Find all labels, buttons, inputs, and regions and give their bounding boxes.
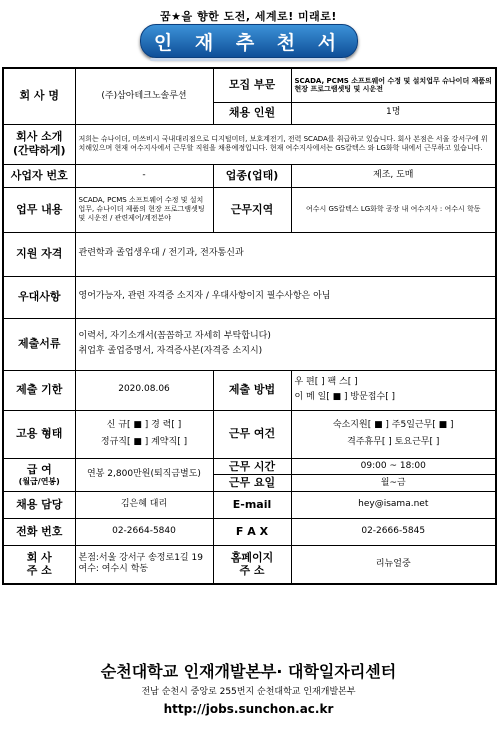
slogan: 꿈★을 향한 도전, 세계로! 미래로! xyxy=(160,10,337,23)
recommendation-form xyxy=(2,67,497,585)
label-person: 채용 담당 xyxy=(3,492,75,519)
pay: 연봉 2,800만원(퇴직금별도) xyxy=(75,458,213,492)
documents xyxy=(75,318,496,370)
label-deadline: 제출 기한 xyxy=(3,370,75,410)
label-phone: 전화 번호 xyxy=(3,519,75,546)
submit-method xyxy=(291,370,496,410)
duty: SCADA, PCMS 소프트웨어 수정 및 설치업무, 슈나이더 제품의 현장 프로그램셋팅 및 시운전 / 관련제어/계전분야 xyxy=(75,187,213,232)
method-line-2: 이 메 일[ ■ ] 방문접수[ ] xyxy=(294,392,396,402)
homepage: 리뉴얼중 xyxy=(291,546,496,584)
label-homepage xyxy=(213,546,291,584)
contact-fax: 02-2666-5845 xyxy=(291,519,496,546)
label-qualification: 지원 자격 xyxy=(3,232,75,276)
label-intro: 회사 소개 (간략하게) xyxy=(3,124,75,164)
label-documents: 제출서류 xyxy=(3,318,75,370)
conditions-line-2: 격주휴무[ ] 토요근무[ ] xyxy=(347,437,440,447)
conditions-line-1: 숙소지원[ ■ ] 주5일근무[ ■ ] xyxy=(332,419,454,430)
label-company-name: 회 사 명 xyxy=(3,68,75,124)
contact-email[interactable]: hey@isama.net xyxy=(291,492,496,519)
company-intro: 저희는 슈나이더, 미쓰비시 국내대리점으로 디지털미터, 보호계전기, 전력 SCADA를 취급하고 있습니다. 회사 본점은 서울 강서구에 위치해있으며 현재 여수지사에서 근무할 직원을 채용예정입니다. 현재 여수지사에서는 GS칼텍스 와 LG화학 내에서 근무하고 있습니다. xyxy=(75,124,496,164)
banner-shadow xyxy=(150,58,346,61)
page-title: 인 재 추 천 서 xyxy=(153,32,345,54)
employment-type xyxy=(75,410,213,458)
label-employment: 고용 형태 xyxy=(3,410,75,458)
label-homepage-bottom: 주 소 xyxy=(239,564,265,578)
preference: 영어가능자, 관련 자격증 소지자 / 우대사항이지 필수사항은 아님 xyxy=(75,276,496,318)
company-address xyxy=(75,546,213,584)
label-place: 근무지역 xyxy=(213,187,291,232)
biz-type: 제조, 도매 xyxy=(291,164,496,187)
work-days: 월~금 xyxy=(291,475,496,492)
address-line-2: 여수: 여수시 학동 xyxy=(78,564,149,575)
work-conditions xyxy=(291,410,496,458)
method-line-1: 우 편[ ] 팩 스[ ] xyxy=(294,376,358,387)
title-banner xyxy=(140,24,358,58)
label-address-bottom: 주 소 xyxy=(26,564,52,578)
label-duty: 업무 내용 xyxy=(3,187,75,232)
footer-address: 전남 순천시 중앙로 255번지 순천대학교 인재개발본부 xyxy=(141,687,356,697)
contact-person: 김은혜 대리 xyxy=(75,492,213,519)
footer-url[interactable]: http://jobs.sunchon.ac.kr xyxy=(163,702,334,716)
label-address xyxy=(3,546,75,584)
documents-line-1: 이력서, 자기소개서(꼼꼼하고 자세히 부탁합니다) xyxy=(78,331,271,342)
label-field: 모집 부문 xyxy=(213,68,291,102)
label-pay-top: 급 여 xyxy=(26,462,52,476)
documents-line-2: 취업후 졸업증명서, 자격증사본(자격증 소지시) xyxy=(78,345,263,356)
biz-no: - xyxy=(75,164,213,187)
label-email: E-mail xyxy=(213,492,291,519)
label-days: 근무 요일 xyxy=(213,475,291,492)
label-biz-type: 업종(업태) xyxy=(213,164,291,187)
qualification: 관련학과 졸업생우대 / 전기과, 전자통신과 xyxy=(75,232,496,276)
deadline: 2020.08.06 xyxy=(75,370,213,410)
work-place: 여수시 GS칼텍스 LG화학 공장 내 여수지사 : 여수시 학동 xyxy=(291,187,496,232)
label-fax: F A X xyxy=(213,519,291,546)
footer-title: 순천대학교 인재개발본부· 대학일자리센터 xyxy=(100,662,397,681)
label-address-top: 회 사 xyxy=(26,550,52,564)
company-name: (주)삼아테크노솔루션 xyxy=(75,68,213,124)
label-preference: 우대사항 xyxy=(3,276,75,318)
label-hours: 근무 시간 xyxy=(213,458,291,475)
recruit-field: SCADA, PCMS 소프트웨어 수정 및 설치업무 슈나이더 제품의 현장 프로그램셋팅 및 시운전 xyxy=(291,68,496,102)
address-line-1: 본점:서울 강서구 송정로1길 19 xyxy=(78,553,203,563)
label-homepage-top: 홈페이지 xyxy=(230,550,274,564)
label-count: 채용 인원 xyxy=(213,102,291,124)
label-pay xyxy=(3,458,75,492)
employment-line-1: 신 규[ ■ ] 경 력[ ] xyxy=(106,419,182,430)
label-method: 제출 방법 xyxy=(213,370,291,410)
label-pay-sub: (월급/연봉) xyxy=(18,476,60,486)
work-hours: 09:00 ~ 18:00 xyxy=(291,458,496,475)
employment-line-2: 정규직[ ■ ] 계약직[ ] xyxy=(100,437,188,447)
label-biz-no: 사업자 번호 xyxy=(3,164,75,187)
label-conditions: 근무 여건 xyxy=(213,410,291,458)
recruit-count: 1명 xyxy=(291,102,496,124)
contact-phone: 02-2664-5840 xyxy=(75,519,213,546)
